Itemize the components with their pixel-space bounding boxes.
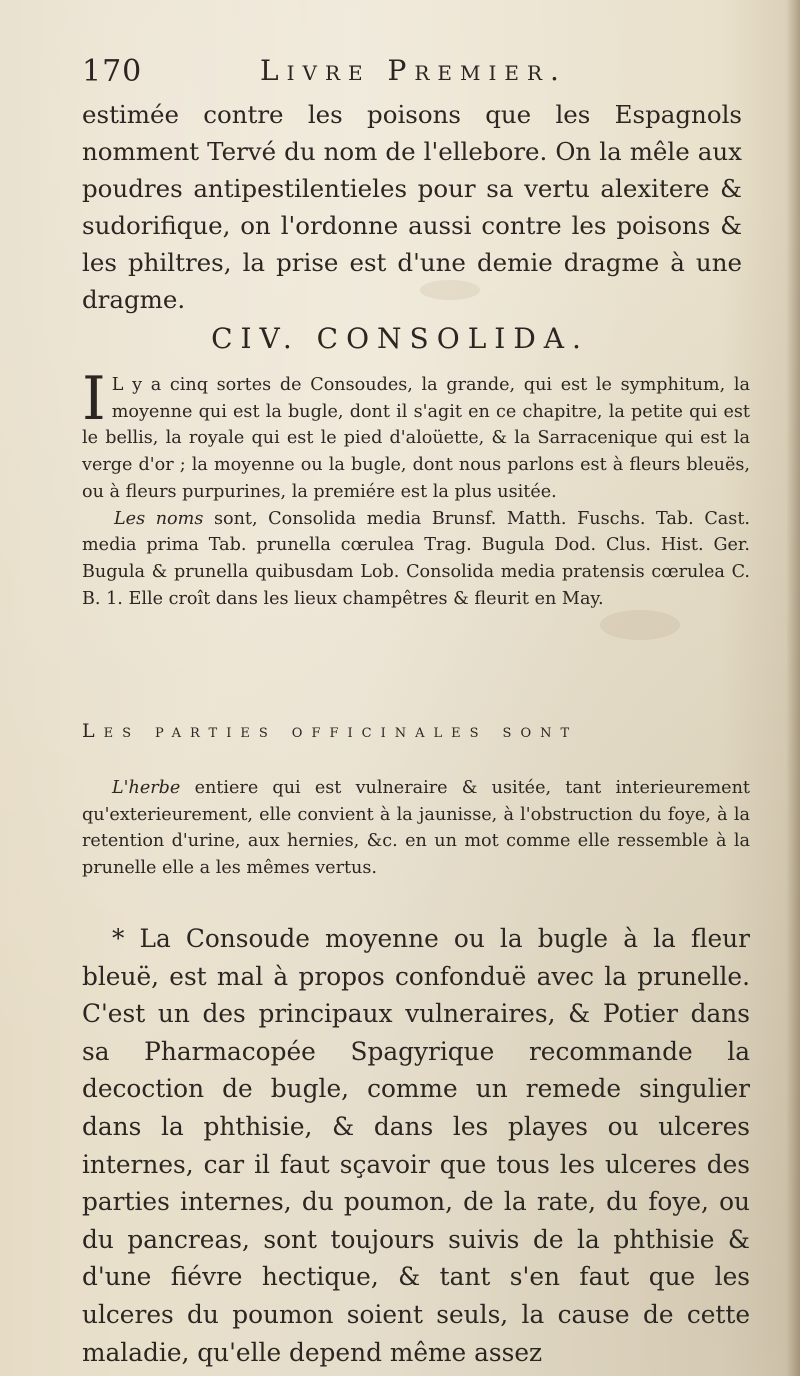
intro-paragraph: estimée contre les poisons que les Espagnols nomment Tervé du nom de l'ellebore. On la mêle aux poudres antipestilentieles pour sa vertu alexitere & sudorifique, on l'ordonne aussi contre les poisons & les philtres, la prise est d'une demie dragme à une dragme.: [82, 100, 742, 314]
section-heading: CIV. CONSOLIDA.: [211, 322, 589, 355]
main-paragraph: [82, 364, 750, 506]
herbe-text: entiere qui est vulneraire & usitée, tant interieurement qu'exterieurement, elle convient à la jaunisse, à l'obstruction du foye, à la retention d'urine, aux hernies, &c. en un mot comme elle ressemble à la prunelle elle a les mêmes vertus.: [82, 778, 750, 878]
names-lead: Les noms: [114, 508, 204, 529]
page-number: 170: [82, 54, 143, 89]
page-header: [82, 52, 742, 96]
running-title: Livre Premier.: [260, 54, 567, 87]
herbe-lead: L'herbe: [112, 778, 181, 798]
paper-stain: [600, 610, 680, 640]
main-section: [82, 364, 750, 612]
note-paragraph: * La Consoude moyenne ou la bugle à la fleur bleuë, est mal à propos confonduë avec la prunelle. C'est un des principaux vulneraires, & Potier dans sa Pharmacopée Spagyrique recommande la decoction de bugle, comme un remede singulier dans la phthisie, & dans les playes ou ulceres internes, car il faut sçavoir que tous les ulceres des parties internes, du poumon, de la rate, du foye, ou du pancreas, sont toujours suivis de la phthisie & d'une fiévre hectique, & tant s'en faut que les ulceres du poumon soient seuls, la cause de cette maladie, qu'elle depend même assez: [82, 924, 750, 1367]
names-paragraph: [82, 506, 750, 613]
main-paragraph-text: L y a cinq sortes de Consoudes, la grande, qui est le symphitum, la moyenne qui est la bugle, dont il s'agit en ce chapitre, la petite qui est le bellis, la royale qui est le pied d'aloüette, & la Sarracenique qui est la verge d'or ; la moyenne ou la bugle, dont nous parlons est à fleurs bleuës, ou à fleurs purpurines, la premiére est la plus usitée.: [82, 375, 750, 502]
names-text: sont, Consolida media Brunsf. Matth. Fuschs. Tab. Cast. media prima Tab. prunella cœrulea Trag. Bugula Dod. Clus. Hist. Ger. Bugula & prunella quibusdam Lob. Consolida media pratensis cœrulea C. B. 1. Elle croît dans les lieux champêtres & fleurit en May.: [82, 508, 750, 609]
officinal-heading: Les parties officinales sont: [82, 720, 579, 742]
drop-cap: I: [82, 364, 106, 434]
herbe-paragraph: [82, 775, 750, 881]
